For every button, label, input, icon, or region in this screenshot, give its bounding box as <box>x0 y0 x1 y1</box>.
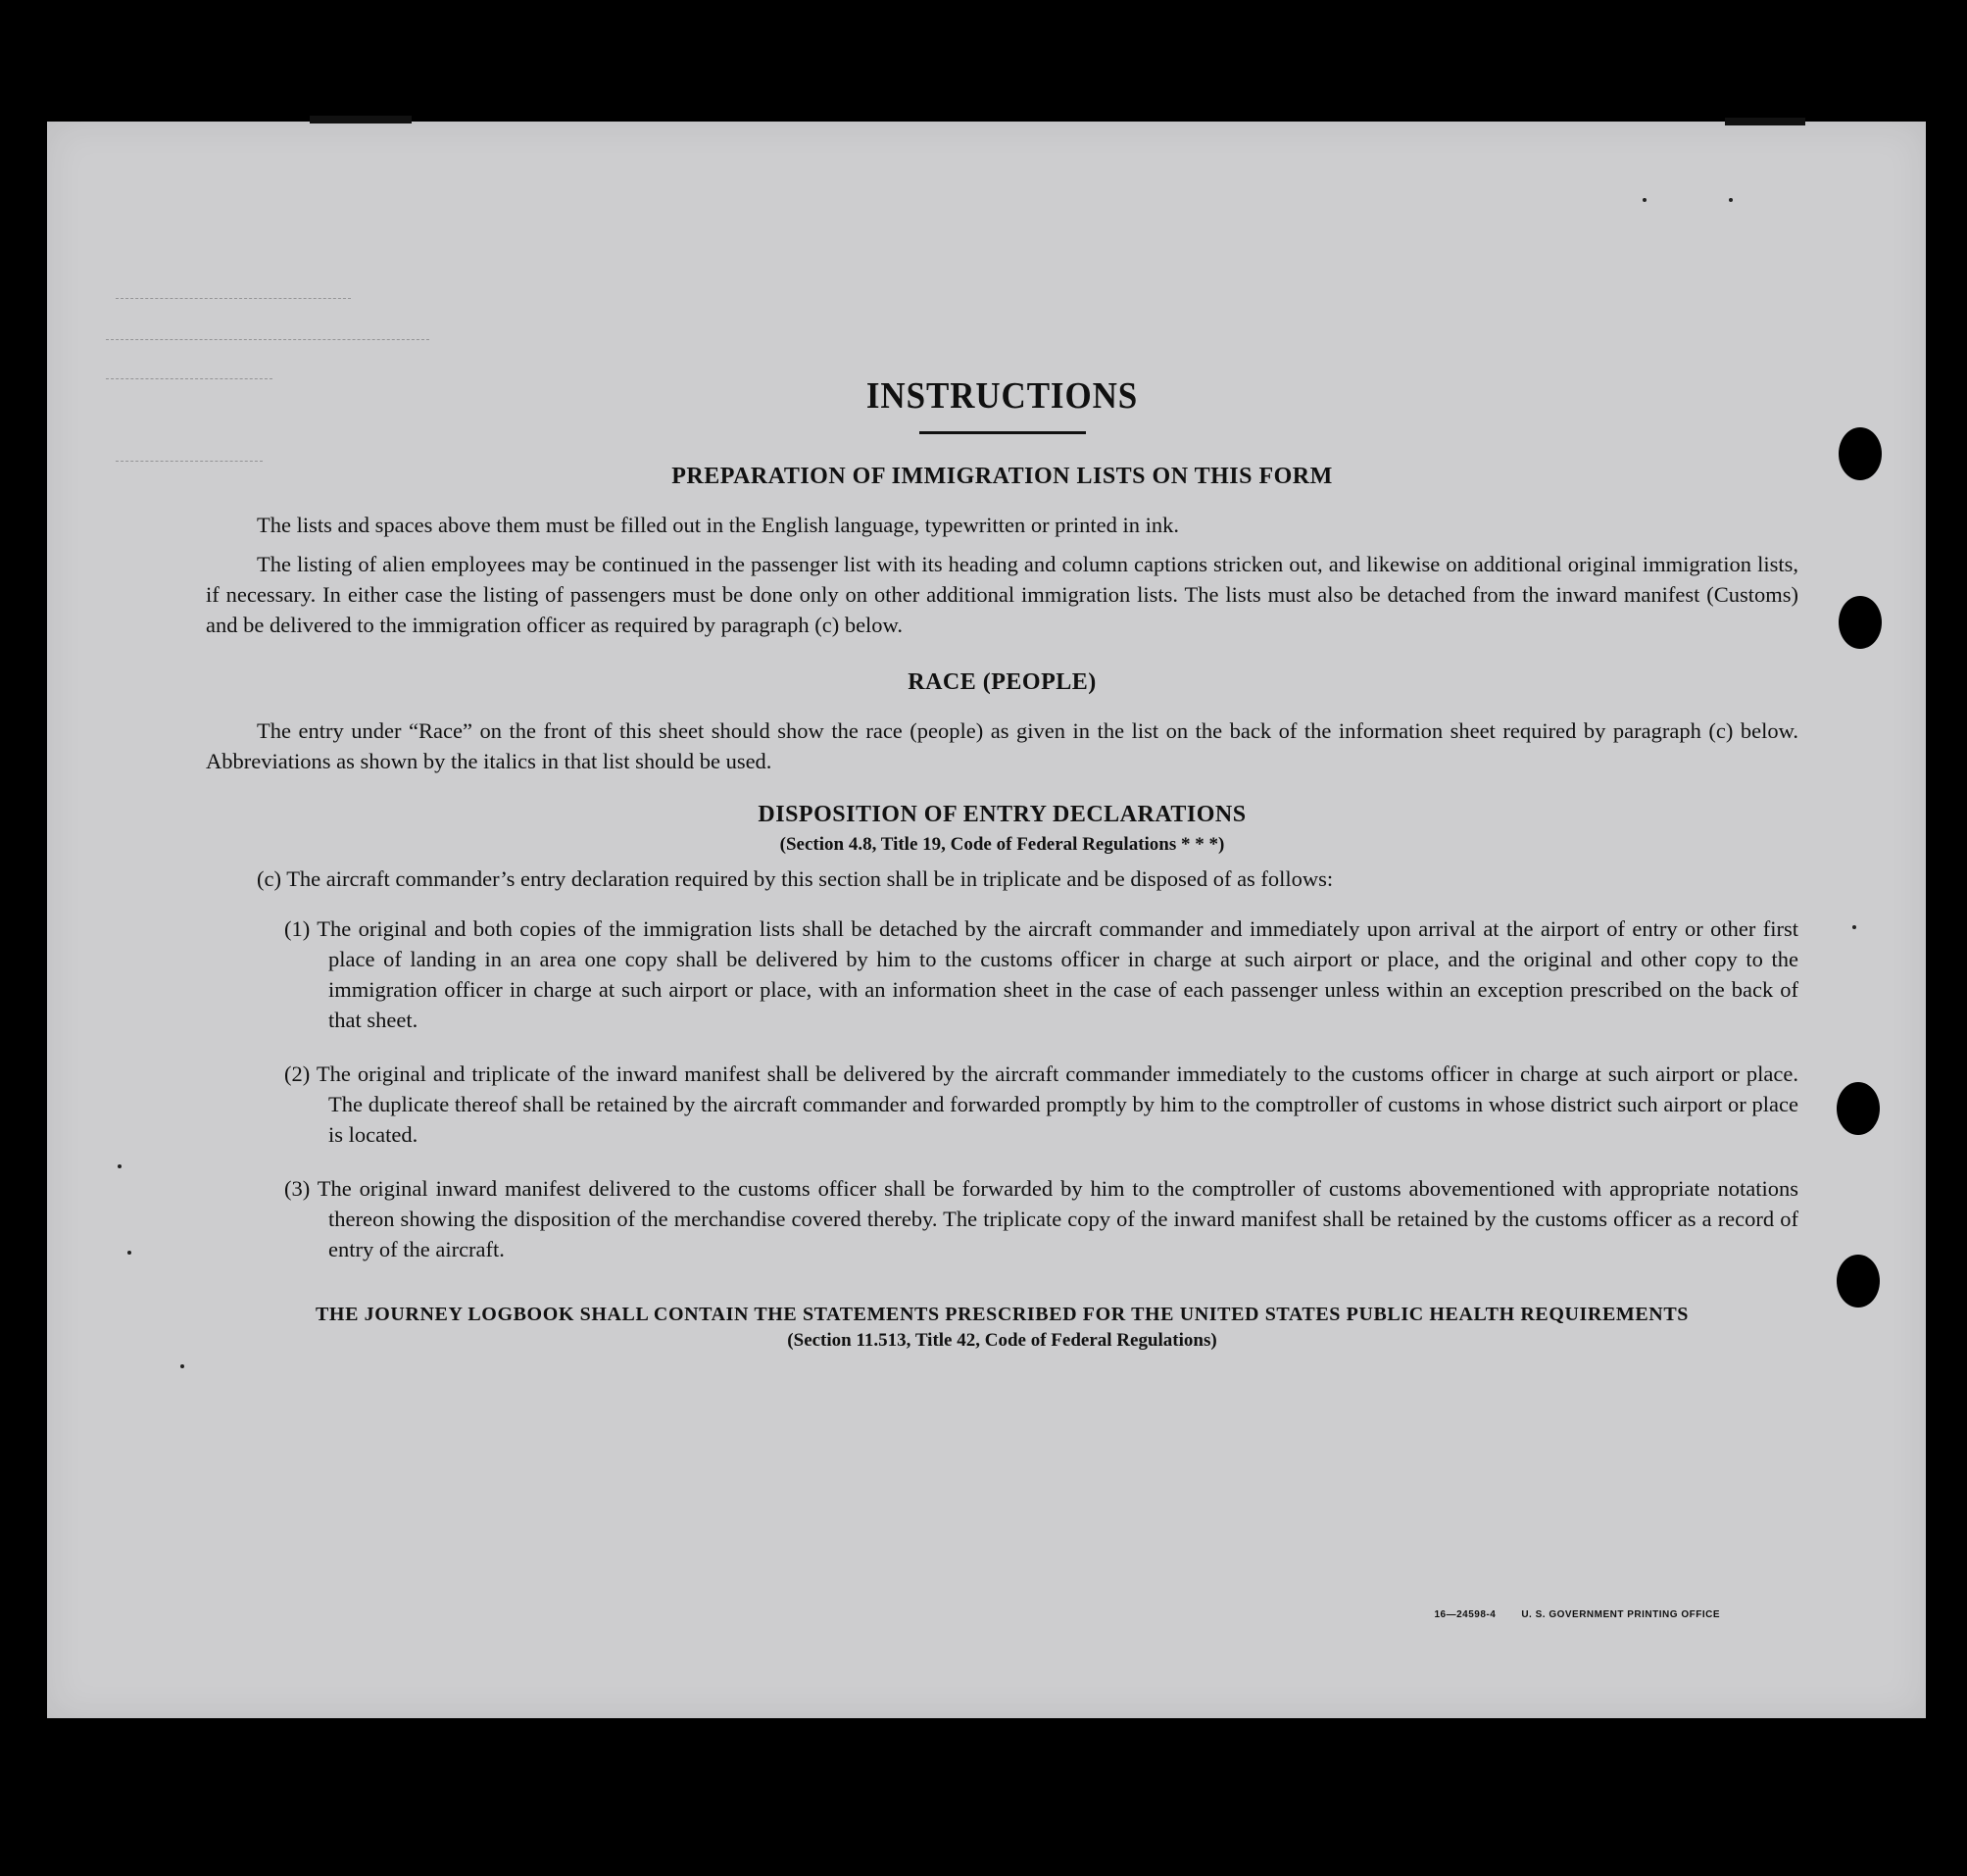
preparation-heading: PREPARATION OF IMMIGRATION LISTS ON THIS FORM <box>671 464 1333 489</box>
disposition-heading: DISPOSITION OF ENTRY DECLARATIONS <box>758 802 1247 827</box>
speck <box>1729 198 1733 202</box>
faint-dotted-line <box>116 298 351 299</box>
speck <box>1852 925 1856 929</box>
disposition-item-2: (2) The original and triplicate of the inward manifest shall be delivered by the aircraft commander immediately to the customs officer in charge at such airport or place. The duplicate thereof shall be retained by the aircraft commander and forwarded promptly by him to the comptroller of customs in whose district such airport or place is located. <box>284 1061 1798 1147</box>
tape-mark-left <box>310 116 412 123</box>
page-title: INSTRUCTIONS <box>865 375 1139 417</box>
logbook-heading: THE JOURNEY LOGBOOK SHALL CONTAIN THE STATEMENTS PRESCRIBED FOR THE UNITED STATES PUBLIC HEALTH REQUIREMENTS <box>315 1304 1690 1325</box>
punch-hole <box>1839 427 1882 480</box>
punch-hole <box>1837 1255 1880 1308</box>
preparation-paragraph-1: The lists and spaces above them must be filled out in the English language, typewritten or printed in ink. <box>257 513 1180 537</box>
speck <box>118 1164 122 1168</box>
instructions-body <box>206 374 1798 1352</box>
preparation-paragraph-2: The listing of alien employees may be continued in the passenger list with its heading and column captions stricken out, and likewise on additional original immigration lists, if necessary. In either case the listing of passengers must be done only on other additional immigration lists. The lists must also be detached from the inward manifest (Customs) and be delivered to the immigration officer as required by paragraph (c) below. <box>206 552 1798 637</box>
speck <box>127 1251 131 1255</box>
disposition-item-1: (1) The original and both copies of the immigration lists shall be detached by the aircraft commander and immediately upon arrival at the airport of entry or other first place of landing in an area one copy shall be delivered by him to the customs officer in charge at such airport or place, and the original and other copy to the immigration officer in charge at such airport or place, with an information sheet in the case of each passenger unless within an exception prescribed on the back of that sheet. <box>284 916 1798 1032</box>
race-heading: RACE (PEOPLE) <box>908 669 1097 695</box>
speck <box>1643 198 1647 202</box>
faint-dotted-line <box>106 339 429 340</box>
race-paragraph: The entry under “Race” on the front of this sheet should show the race (people) as given in the list on the back of the information sheet required by paragraph (c) below. Abbreviations as shown by the italics in that list should be used. <box>206 718 1798 773</box>
printer-name: U. S. GOVERNMENT PRINTING OFFICE <box>1521 1609 1720 1620</box>
speck <box>180 1364 184 1368</box>
punch-hole <box>1839 596 1882 649</box>
printer-imprint <box>1434 1609 1720 1620</box>
punch-hole <box>1837 1082 1880 1135</box>
tape-mark-right <box>1725 118 1805 125</box>
logbook-citation: (Section 11.513, Title 42, Code of Federal Regulations) <box>787 1330 1217 1351</box>
disposition-citation: (Section 4.8, Title 19, Code of Federal Regulations * * *) <box>779 834 1225 855</box>
disposition-item-3: (3) The original inward manifest delivered to the customs officer shall be forwarded by him to the comptroller of customs abovementioned with appropriate notations thereon showing the disposition of the merchandise covered thereby. The triplicate copy of the inward manifest shall be retained by the customs officer as a record of entry of the aircraft. <box>284 1176 1798 1261</box>
document-sheet <box>47 122 1926 1718</box>
form-print-code: 16—24598-4 <box>1434 1609 1497 1620</box>
title-underline <box>919 431 1086 434</box>
disposition-clause-c: (c) The aircraft commander’s entry declaration required by this section shall be in triplicate and be disposed of as follows: <box>257 866 1334 891</box>
